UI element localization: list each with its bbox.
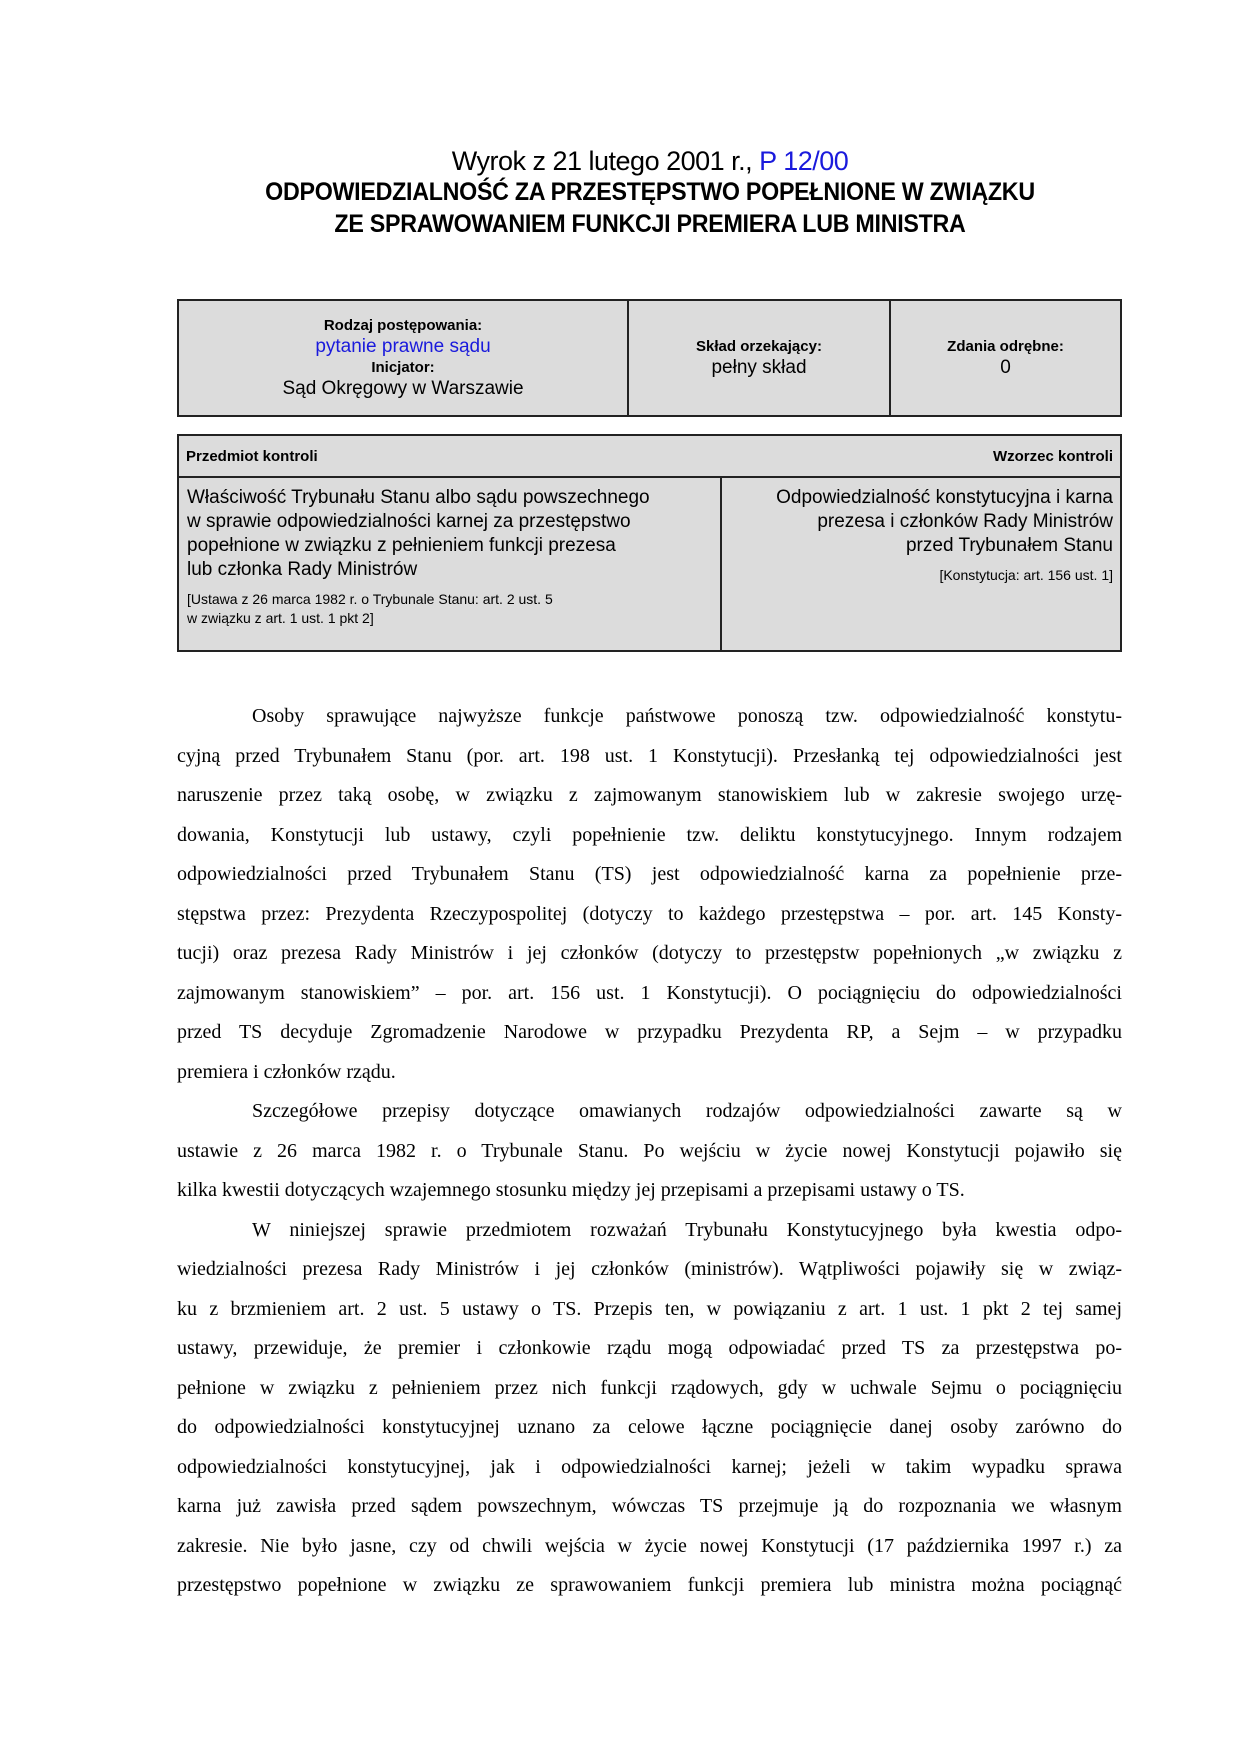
review-scope-table [177,434,1122,652]
paragraph-line: ku z brzmieniem art. 2 ust. 5 ustawy o TS. Przepis ten, w powiązaniu z art. 1 ust. 1 pkt 2 tej samej [177,1297,1122,1320]
text-line: przed Trybunałem Stanu [905,535,1113,556]
paragraph-line: odpowiedzialności konstytucyjnej, jak i odpowiedzialności karnej; jeżeli w takim wypadku sprawa [177,1455,1122,1478]
paragraph-line: Szczegółowe przepisy dotyczące omawianych rodzajów odpowiedzialności zawarte są w [252,1100,1122,1122]
paragraph-line: wiedzialności prezesa Rady Ministrów i jej członków (ministrów). Wątpliwości pojawiły się w związ- [177,1258,1122,1280]
scope-header-row [179,436,1120,478]
paragraph-line: cyjną przed Trybunałem Stanu (por. art. 198 ust. 1 Konstytucji). Przesłanką tej odpowiedzialności jest [177,744,1122,767]
paragraph [177,1214,1122,1609]
standard-reference: [Konstytucja: art. 156 ust. 1] [939,567,1113,583]
standard-header: Wzorzec kontroli [992,447,1113,465]
initiator-value: Sąd Okręgowy w Warszawie [282,378,524,399]
text-line: w związku z art. 1 ust. 1 pkt 2] [187,610,374,626]
paragraph-line: naruszenie przez taką osobę, w związku z zajmowanym stanowiskiem lub w zakresie swojego urzę- [177,784,1122,806]
text-line: lub członka Rady Ministrów [187,559,418,580]
subject-reference [187,590,712,628]
paragraph-line: karna już zawisła przed sądem powszechnym, wówczas TS przejmuje ją do rozpoznania we własnym [177,1495,1122,1517]
text-line: [Ustawa z 26 marca 1982 r. o Trybunale Stanu: art. 2 ust. 5 [187,591,553,607]
paragraph-line: ustawy, przewiduje, że premier i członkowie rządu mogą odpowiadać przed TS za przestępstwa po- [177,1337,1122,1359]
paragraph-line: przestępstwo popełnione w związku ze sprawowaniem funkcji premiera lub ministra można pociągnąć [177,1574,1122,1596]
initiator-label: Inicjator: [371,359,435,376]
paragraph-line: pełnione w związku z pełnieniem przez nich funkcji rządowych, gdy w uchwale Sejmu o pociągnięciu [177,1376,1122,1399]
text-line: Odpowiedzialność konstytucyjna i karna [776,487,1113,508]
paragraph-line: W niniejszej sprawie przedmiotem rozważań Trybunału Konstytucyjnego była kwestia odpo- [252,1218,1122,1241]
text-line: Właściwość Trybunału Stanu albo sądu powszechnego [187,487,650,508]
paragraph-line: do odpowiedzialności konstytucyjnej uznano za celowe łączne pociągnięcie danej osoby zarówno do [177,1416,1122,1438]
proceeding-type-link[interactable]: pytanie prawne sądu [315,336,491,357]
case-number-link[interactable]: P 12/00 [759,146,849,176]
paragraph-line: tucji) oraz prezesa Rady Ministrów i jej członków (dotyczy to przestępstw popełnionych „w związku z [177,942,1122,964]
text-line: w sprawie odpowiedzialności karnej za przestępstwo [187,511,631,532]
paragraph-line: kilka kwestii dotyczących wzajemnego stosunku między jej przepisami a przepisami ustawy o TS. [177,1179,965,1201]
paragraph [177,700,1122,1095]
ruling-title-line-2: ZE SPRAWOWANIEM FUNKCJI PREMIERA LUB MINISTRA [334,210,966,238]
text-line: prezesa i członków Rady Ministrów [817,511,1113,532]
standard-text [729,486,1113,558]
proceeding-label: Rodzaj postępowania: [323,317,483,334]
text-line: popełnione w związku z pełnieniem funkcji prezesa [187,535,616,556]
paragraph-line: dowania, Konstytucji lub ustawy, czyli popełnienie tzw. deliktu konstytucyjnego. Innym rodzajem [177,823,1122,846]
paragraph-line: ustawie z 26 marca 1982 r. o Trybunale Stanu. Po wejściu w życie nowej Konstytucji pojawiło się [177,1139,1122,1162]
ruling-title-line-1: ODPOWIEDZIALNOŚĆ ZA PRZESTĘPSTWO POPEŁNIONE W ZWIĄZKU [265,178,1035,206]
paragraph-line: odpowiedzialności przed Trybunałem Stanu (TS) jest odpowiedzialność karna za popełnienie prze- [177,863,1122,885]
paragraph-line: Osoby sprawujące najwyższe funkcje państwowe ponoszą tzw. odpowiedzialność konstytu- [252,705,1122,727]
paragraph-line: zajmowanym stanowiskiem” – por. art. 156 ust. 1 Konstytucji). O pociągnięciu do odpowiedzialności [177,981,1122,1004]
subject-text [187,486,712,582]
panel-value: pełny skład [711,357,807,378]
subject-header: Przedmiot kontroli [186,447,318,465]
paragraph-line: przed TS decyduje Zgromadzenie Narodowe w przypadku Prezydenta RP, a Sejm – w przypadku [177,1021,1122,1043]
dissent-label: Zdania odrębne: [947,338,1064,355]
paragraph-line: premiera i członków rządu. [177,1060,396,1083]
panel-cell [629,301,891,415]
ruling-heading [0,146,1240,177]
paragraph [177,1095,1122,1214]
paragraph-line: stępstwa przez: Prezydenta Rzeczypospolitej (dotyczy to każdego przestępstwa – por. art. 145 Konsty- [177,902,1122,925]
panel-label: Skład orzekający: [696,338,822,355]
proceeding-info-table [177,299,1122,417]
ruling-date: Wyrok z 21 lutego 2001 r., [451,146,760,176]
standard-cell [722,478,1120,652]
document-body [177,700,1122,1609]
proceeding-cell [179,301,629,415]
dissent-value: 0 [1000,357,1011,378]
dissent-cell [891,301,1120,415]
paragraph-line: zakresie. Nie było jasne, czy od chwili wejścia w życie nowej Konstytucji (17 października 1997 r.) za [177,1534,1122,1557]
subject-cell [179,478,722,652]
